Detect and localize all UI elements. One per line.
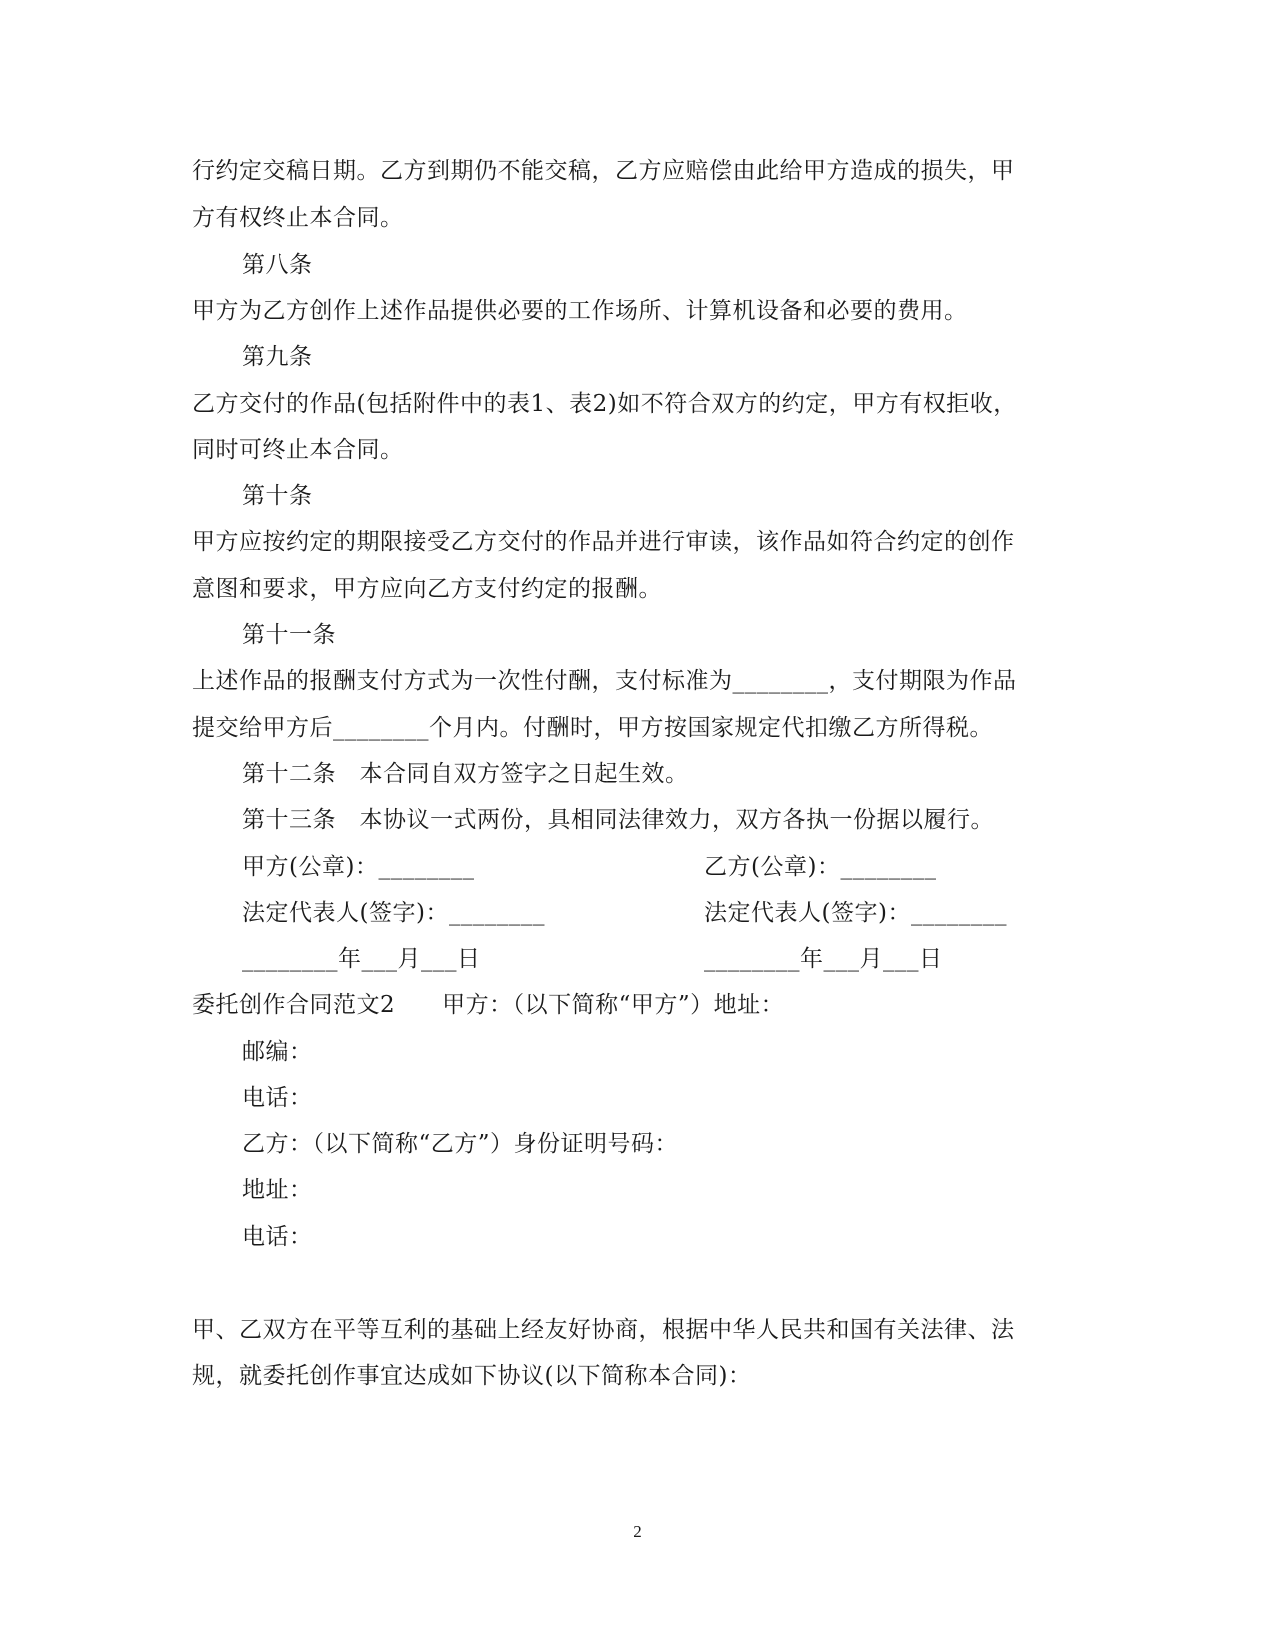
phone-label-b: 电话： (242, 1224, 313, 1250)
paragraph-line: 同时可终止本合同。 (192, 437, 404, 463)
second-contract-heading: 委托创作合同范文2 甲方：（以下简称“甲方”）地址： (192, 992, 785, 1018)
paragraph-line: 上述作品的报酬支付方式为一次性付酬，支付标准为________，支付期限为作品 (192, 668, 1017, 694)
article-line: 第十二条 本合同自双方签字之日起生效。 (242, 761, 689, 787)
party-a-date: ________年___月___日 (242, 946, 481, 972)
paragraph-line: 甲方为乙方创作上述作品提供必要的工作场所、计算机设备和必要的费用。 (192, 298, 968, 324)
paragraph-line: 方有权终止本合同。 (192, 205, 404, 231)
party-b-date: ________年___月___日 (704, 946, 943, 972)
article-line: 第十三条 本协议一式两份，具相同法律效力，双方各执一份据以履行。 (242, 807, 994, 833)
article-heading: 第十条 (242, 483, 313, 509)
party-b-seal: 乙方(公章)：________ (704, 854, 937, 880)
paragraph-line: 提交给甲方后________个月内。付酬时，甲方按国家规定代扣缴乙方所得税。 (192, 715, 993, 741)
intro-line: 甲、乙双方在平等互利的基础上经友好协商，根据中华人民共和国有关法律、法 (192, 1317, 1015, 1343)
article-heading: 第十一条 (242, 622, 336, 648)
article-heading: 第九条 (242, 344, 313, 370)
party-a-representative: 法定代表人(签字)：________ (242, 900, 545, 926)
address-label-b: 地址： (242, 1177, 313, 1203)
party-b-representative: 法定代表人(签字)：________ (704, 900, 1007, 926)
party-a-seal: 甲方(公章)：________ (242, 854, 475, 880)
phone-label-a: 电话： (242, 1085, 313, 1111)
article-heading: 第八条 (242, 252, 313, 278)
postcode-label: 邮编： (242, 1039, 313, 1065)
paragraph-line: 行约定交稿日期。乙方到期仍不能交稿，乙方应赔偿由此给甲方造成的损失，甲 (192, 158, 1015, 184)
page-number: 2 (633, 1522, 642, 1541)
party-b-line: 乙方：（以下简称“乙方”）身份证明号码： (242, 1131, 679, 1157)
paragraph-line: 乙方交付的作品(包括附件中的表1、表2)如不符合双方的约定，甲方有权拒收， (192, 391, 1017, 417)
intro-line: 规，就委托创作事宜达成如下协议(以下简称本合同)： (192, 1363, 752, 1389)
paragraph-line: 甲方应按约定的期限接受乙方交付的作品并进行审读，该作品如符合约定的创作 (192, 529, 1015, 555)
paragraph-line: 意图和要求，甲方应向乙方支付约定的报酬。 (192, 576, 662, 602)
